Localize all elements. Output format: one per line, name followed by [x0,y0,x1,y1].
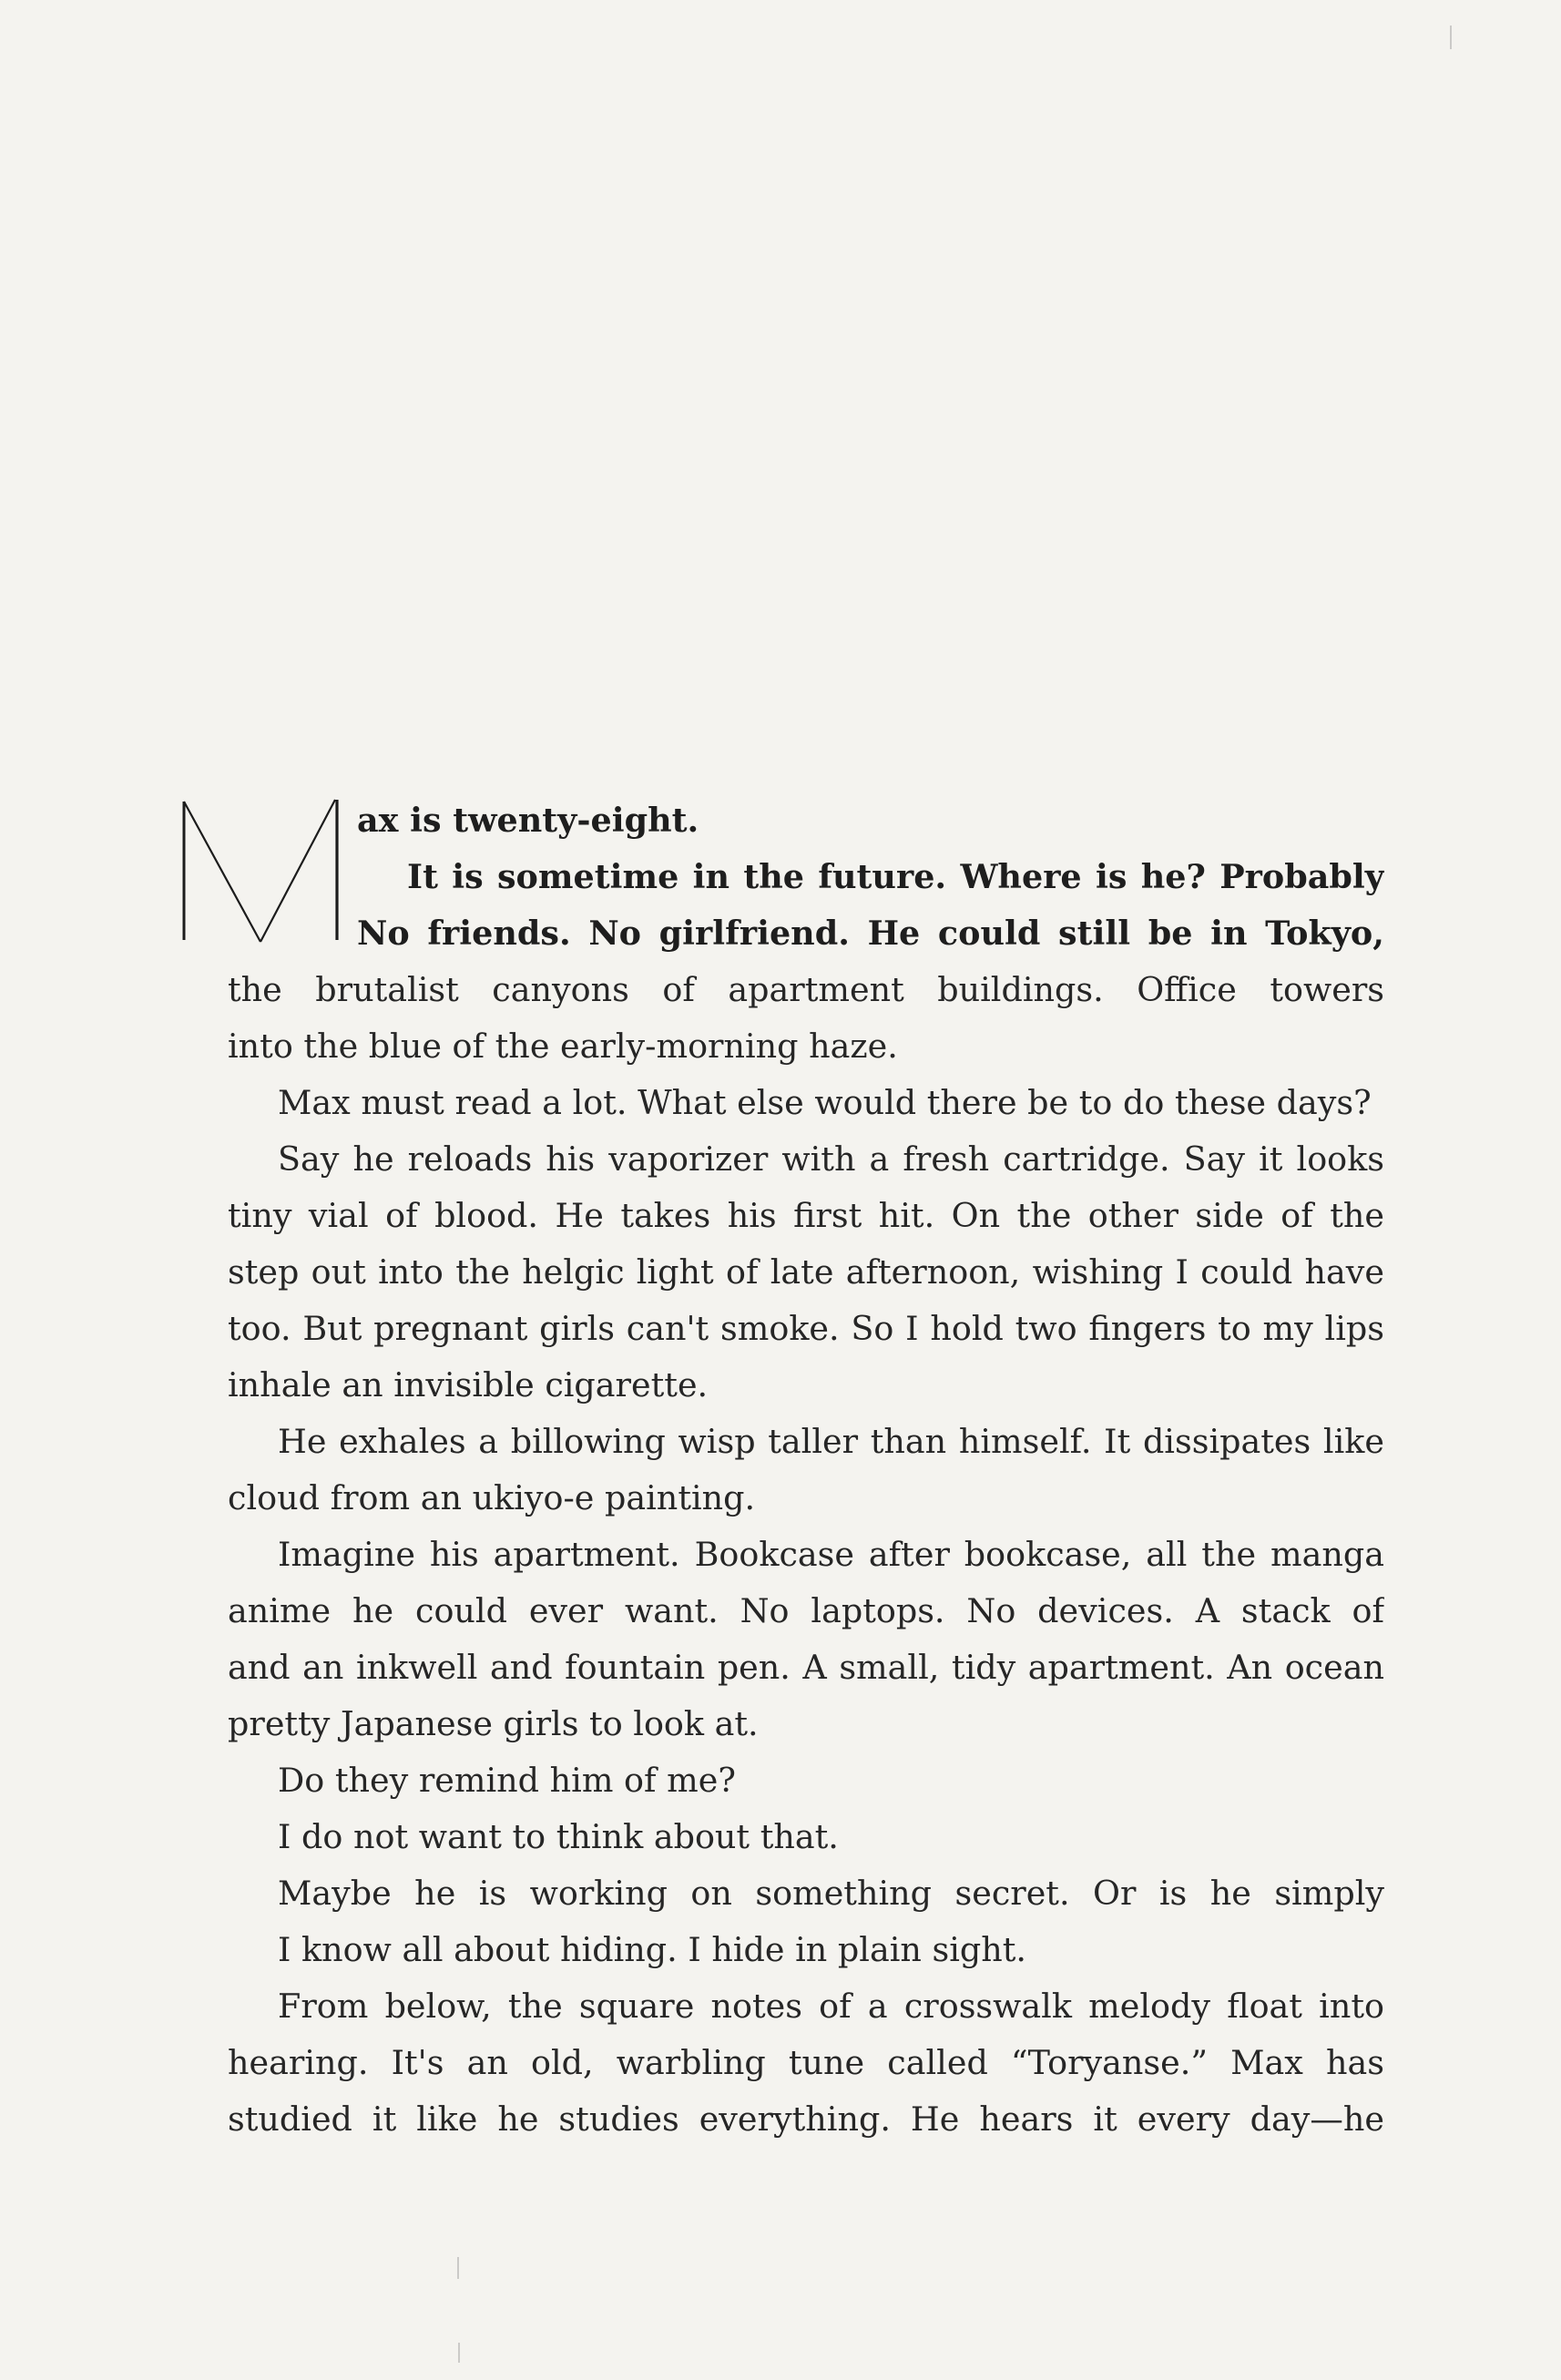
paragraph [228,1978,1384,2148]
text-line: Maybe he is working on something secret. Or is he simply [278,1874,1384,1913]
scan-mark-bottom-2 [458,2343,460,2363]
text-line: hearing. It's an old, warbling tune called “Toryanse.” Max has [228,2043,1384,2082]
paragraph [228,1809,1384,1865]
scan-mark-bottom [457,2257,459,2279]
text-line: I do not want to think about that. [278,1817,839,1856]
text-line: and an inkwell and fountain pen. A small, tidy apartment. An ocean [228,1648,1384,1687]
paragraph [228,1752,1384,1809]
text-line: studied it like he studies everything. He hears it every day—he [228,2099,1384,2139]
text-line: anime he could ever want. No laptops. No devices. A stack of [228,1591,1384,1630]
text-line: I know all about hiding. I hide in plain sight. [278,1930,1027,1969]
text-line: It is sometime in the future. Where is he? Probably [407,857,1384,896]
paragraph [228,1922,1384,1978]
text-line: From below, the square notes of a crosswalk melody float into [278,1987,1384,2026]
body-text [228,792,1384,2148]
text-line: Imagine his apartment. Bookcase after bookcase, all the manga [278,1535,1384,1574]
paragraph [228,1865,1384,1922]
drop-cap-letter: M [180,794,181,795]
scan-mark-top [1450,26,1452,49]
text-line: ax is twenty-eight. [357,801,699,840]
text-line: step out into the helgic light of late afternoon, wishing I could have [228,1252,1384,1292]
paragraph [228,849,1384,1075]
text-line: inhale an invisible cigarette. [228,1365,709,1405]
paragraph [228,1527,1384,1752]
text-line: Say he reloads his vaporizer with a fresh cartridge. Say it looks [278,1139,1384,1179]
text-line: pretty Japanese girls to look at. [228,1704,759,1743]
text-line: He exhales a billowing wisp taller than himself. It dissipates like [278,1422,1384,1461]
text-line: too. But pregnant girls can't smoke. So I hold two fingers to my lips [228,1309,1384,1348]
text-line: cloud from an ukiyo-e painting. [228,1478,756,1517]
text-line: into the blue of the early-morning haze. [228,1027,898,1066]
text-line: tiny vial of blood. He takes his first hit. On the other side of the [228,1196,1384,1235]
text-line: No friends. No girlfriend. He could still be in Tokyo, [357,914,1384,953]
paragraph [228,1075,1384,1131]
text-line: Do they remind him of me? [278,1761,736,1800]
paragraph [228,792,1384,849]
paragraph [228,1414,1384,1527]
text-line: the brutalist canyons of apartment buildings. Office towers [228,970,1384,1009]
text-line: Max must read a lot. What else would there be to do these days? [278,1083,1372,1122]
paragraph [228,1131,1384,1414]
